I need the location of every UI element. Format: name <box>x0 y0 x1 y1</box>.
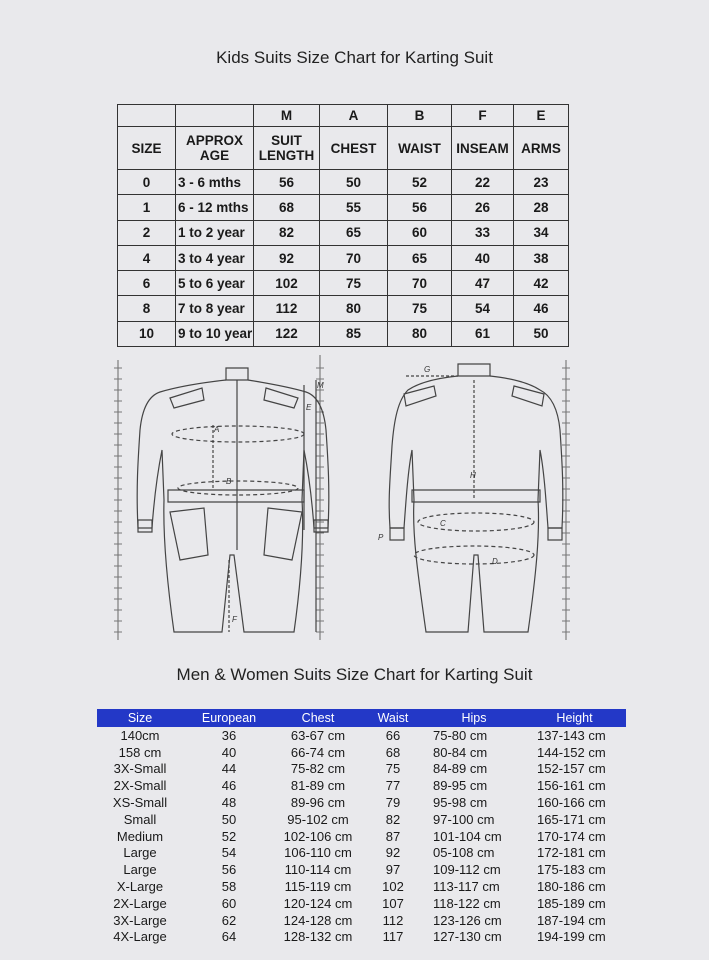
men-header-cell: Size <box>97 709 183 727</box>
kids-table-cell: 102 <box>254 271 320 296</box>
kids-table-row <box>118 170 569 195</box>
men-table-row <box>97 727 626 744</box>
label-d: D <box>492 557 498 566</box>
men-table-cell: 187-194 cm <box>537 912 606 928</box>
men-table-row <box>97 761 626 778</box>
men-header-cell: Hips <box>425 709 523 727</box>
kids-table-cell: 28 <box>514 195 569 220</box>
men-table-cell: 58 <box>221 879 237 895</box>
men-table-cell: 127-130 cm <box>433 929 502 945</box>
kids-header-cell <box>388 127 452 170</box>
kids-table-cell: 23 <box>514 170 569 195</box>
men-table-row <box>97 794 626 811</box>
men-table-row <box>97 878 626 895</box>
label-p: P <box>378 533 384 542</box>
men-table-cell: 89-96 cm <box>290 795 346 811</box>
men-table-cell: 97-100 cm <box>433 811 495 827</box>
kids-table-row <box>118 195 569 220</box>
men-table-cell: 79 <box>385 795 401 811</box>
men-table-cell: 165-171 cm <box>537 811 606 827</box>
kids-table-cell: 75 <box>320 271 388 296</box>
men-table-cell: 66-74 cm <box>290 744 346 760</box>
kids-table-cell: 60 <box>388 220 452 245</box>
kids-header-cell <box>254 127 320 170</box>
men-table-cell: 36 <box>221 727 237 743</box>
kids-table-cell: 122 <box>254 321 320 346</box>
kids-table-cell: 10 <box>118 321 176 346</box>
men-table-cell: 144-152 cm <box>537 744 606 760</box>
kids-header-cell <box>118 127 176 170</box>
kids-table-cell: 70 <box>388 271 452 296</box>
kids-table-cell: 92 <box>254 245 320 270</box>
kids-table-cell: 47 <box>452 271 514 296</box>
kids-table-cell: 5 to 6 year <box>176 271 254 296</box>
kids-table-cell: 3 - 6 mths <box>176 170 254 195</box>
kids-letter-cell: B <box>388 105 452 127</box>
kids-table-cell: 80 <box>320 296 388 321</box>
kids-table-cell: 1 <box>118 195 176 220</box>
kids-table-cell: 0 <box>118 170 176 195</box>
men-table-cell: 87 <box>385 828 401 844</box>
men-table-cell: 109-112 cm <box>433 862 501 878</box>
men-header-cell: Waist <box>361 709 425 727</box>
kids-table-cell: 8 <box>118 296 176 321</box>
kids-letter-cell: A <box>320 105 388 127</box>
kids-table-row <box>118 220 569 245</box>
kids-table-cell: 6 - 12 mths <box>176 195 254 220</box>
men-table-cell: 128-132 cm <box>283 929 353 945</box>
kids-header-line1: SUIT <box>271 133 302 148</box>
kids-header-line2: AGE <box>199 148 230 163</box>
label-m: M <box>317 381 324 390</box>
men-table-cell: 123-126 cm <box>433 912 502 928</box>
men-table-row <box>97 929 626 946</box>
men-table-cell: 152-157 cm <box>537 761 606 777</box>
kids-header-row <box>118 127 569 170</box>
kids-header-line2: LENGTH <box>258 148 315 163</box>
men-table-row <box>97 912 626 929</box>
men-table-row <box>97 895 626 912</box>
men-table-cell: XS-Small <box>112 795 168 811</box>
kids-table-cell: 38 <box>514 245 569 270</box>
kids-table-cell: 54 <box>452 296 514 321</box>
men-table-cell: 50 <box>221 811 237 827</box>
kids-table-cell: 82 <box>254 220 320 245</box>
men-table-cell: 40 <box>221 744 237 760</box>
men-table-cell: 113-117 cm <box>433 879 500 895</box>
men-table-cell: 185-189 cm <box>537 895 606 911</box>
men-table-cell: 137-143 cm <box>537 727 606 743</box>
men-table-cell: Small <box>123 811 157 827</box>
kids-table-cell: 2 <box>118 220 176 245</box>
kids-header-cell <box>514 127 569 170</box>
kids-table-cell: 61 <box>452 321 514 346</box>
label-g: G <box>424 365 431 374</box>
men-table-cell: 68 <box>385 744 401 760</box>
men-table-cell: 56 <box>221 862 237 878</box>
men-table-cell: 140cm <box>120 727 160 743</box>
kids-letter-cell: M <box>254 105 320 127</box>
men-table-cell: 120-124 cm <box>283 895 353 911</box>
kids-header-line1: INSEAM <box>456 140 509 156</box>
label-f: F <box>232 615 237 624</box>
men-table-cell: 75-80 cm <box>433 727 488 743</box>
kids-table-cell: 4 <box>118 245 176 270</box>
men-table-cell: 107 <box>382 895 404 911</box>
men-table-cell: 3X-Large <box>113 912 167 928</box>
men-table-cell: 2X-Large <box>113 895 167 911</box>
kids-chart-title: Kids Suits Size Chart for Karting Suit <box>216 48 493 67</box>
kids-header-line1: WAIST <box>398 140 441 156</box>
men-table-cell: 117 <box>382 929 404 945</box>
men-table-cell: 89-95 cm <box>433 778 488 794</box>
kids-table-cell: 1 to 2 year <box>176 220 254 245</box>
kids-letter-row <box>118 105 569 127</box>
men-women-chart-title: Men & Women Suits Size Chart for Karting Suit <box>176 665 533 684</box>
label-h: H <box>470 471 476 480</box>
men-table-cell: 170-174 cm <box>537 828 606 844</box>
men-table-cell: 180-186 cm <box>537 879 606 895</box>
men-table-cell: 102 <box>382 879 404 895</box>
kids-table-cell: 22 <box>452 170 514 195</box>
men-table-cell: 81-89 cm <box>290 778 346 794</box>
kids-table-cell: 52 <box>388 170 452 195</box>
kids-table-cell: 85 <box>320 321 388 346</box>
men-table-cell: 4X-Large <box>113 929 167 945</box>
kids-table-cell: 7 to 8 year <box>176 296 254 321</box>
men-table-cell: 80-84 cm <box>433 744 488 760</box>
men-table-cell: 82 <box>385 811 401 827</box>
men-table-row <box>97 845 626 862</box>
men-table-cell: 92 <box>385 845 401 861</box>
men-table-cell: 77 <box>385 778 401 794</box>
kids-table-cell: 34 <box>514 220 569 245</box>
men-table-cell: Large <box>123 862 157 878</box>
label-c: C <box>440 519 446 528</box>
men-header-cell: European <box>183 709 275 727</box>
kids-letter-cell: F <box>452 105 514 127</box>
men-table-row <box>97 744 626 761</box>
kids-letter-cell <box>118 105 176 127</box>
kids-table-cell: 46 <box>514 296 569 321</box>
kids-size-table <box>117 104 569 347</box>
men-table-cell: 46 <box>221 778 237 794</box>
men-table-row <box>97 811 626 828</box>
men-table-cell: 75 <box>385 761 401 777</box>
men-table-cell: 64 <box>221 929 237 945</box>
men-table-cell: 118-122 cm <box>433 895 501 911</box>
men-table-cell: 75-82 cm <box>290 761 346 777</box>
men-table-cell: 156-161 cm <box>537 778 606 794</box>
men-table-cell: 160-166 cm <box>537 795 606 811</box>
kids-header-line1: SIZE <box>131 140 162 156</box>
label-e: E <box>306 403 312 412</box>
men-table-cell: 124-128 cm <box>283 912 353 928</box>
men-table-cell: 95-98 cm <box>433 795 488 811</box>
men-table-cell: Large <box>123 845 157 861</box>
kids-table-cell: 40 <box>452 245 514 270</box>
men-table-cell: 84-89 cm <box>433 761 488 777</box>
kids-table-cell: 65 <box>388 245 452 270</box>
men-table-cell: 60 <box>221 895 237 911</box>
men-women-size-table <box>97 709 626 945</box>
kids-table-cell: 56 <box>254 170 320 195</box>
men-table-cell: 172-181 cm <box>537 845 606 861</box>
kids-letter-cell <box>176 105 254 127</box>
kids-table-cell: 50 <box>320 170 388 195</box>
men-table-cell: 2X-Small <box>113 778 167 794</box>
men-table-row <box>97 861 626 878</box>
men-table-row <box>97 828 626 845</box>
men-table-cell: 66 <box>385 727 401 743</box>
kids-header-line1: CHEST <box>330 140 377 156</box>
men-table-cell: Medium <box>116 828 164 844</box>
men-table-cell: 05-108 cm <box>433 845 495 861</box>
kids-header-cell <box>320 127 388 170</box>
men-table-cell: 106-110 cm <box>284 845 352 861</box>
suit-measurement-diagram <box>108 350 578 642</box>
men-header-cell: Height <box>523 709 626 727</box>
men-table-cell: 44 <box>221 761 237 777</box>
kids-table-row <box>118 296 569 321</box>
kids-header-cell <box>176 127 254 170</box>
kids-table-cell: 9 to 10 year <box>176 321 254 346</box>
men-table-cell: 52 <box>221 828 237 844</box>
kids-table-row <box>118 321 569 346</box>
men-table-cell: 3X-Small <box>113 761 167 777</box>
kids-table-cell: 75 <box>388 296 452 321</box>
kids-table-cell: 55 <box>320 195 388 220</box>
men-table-cell: 101-104 cm <box>433 828 502 844</box>
kids-header-line1: APPROX <box>185 133 243 148</box>
kids-header-cell <box>452 127 514 170</box>
men-table-cell: 110-114 cm <box>284 862 352 878</box>
label-b: B <box>226 477 232 486</box>
kids-table-row <box>118 245 569 270</box>
men-table-cell: 115-119 cm <box>284 879 352 895</box>
kids-table-cell: 50 <box>514 321 569 346</box>
men-table-cell: 48 <box>221 795 237 811</box>
kids-table-cell: 80 <box>388 321 452 346</box>
kids-table-cell: 70 <box>320 245 388 270</box>
kids-table-cell: 65 <box>320 220 388 245</box>
men-table-cell: 175-183 cm <box>537 862 606 878</box>
kids-table-cell: 42 <box>514 271 569 296</box>
kids-table-cell: 33 <box>452 220 514 245</box>
kids-letter-cell: E <box>514 105 569 127</box>
men-table-cell: 158 cm <box>118 744 162 760</box>
kids-table-cell: 56 <box>388 195 452 220</box>
label-a: A <box>214 425 220 434</box>
front-suit-outline <box>137 368 329 632</box>
men-table-row <box>97 777 626 794</box>
men-table-cell: 95-102 cm <box>287 811 349 827</box>
men-table-cell: 102-106 cm <box>283 828 353 844</box>
kids-table-cell: 112 <box>254 296 320 321</box>
kids-table-cell: 68 <box>254 195 320 220</box>
kids-table-cell: 3 to 4 year <box>176 245 254 270</box>
men-table-cell: 97 <box>385 862 401 878</box>
men-table-cell: 63-67 cm <box>290 727 346 743</box>
men-table-cell: X-Large <box>116 879 164 895</box>
men-table-cell: 194-199 cm <box>537 929 606 945</box>
back-suit-outline <box>389 364 563 632</box>
kids-table-cell: 26 <box>452 195 514 220</box>
men-table-cell: 62 <box>221 912 237 928</box>
men-table-cell: 54 <box>221 845 237 861</box>
men-header-cell: Chest <box>275 709 361 727</box>
kids-table-row <box>118 271 569 296</box>
men-table-cell: 112 <box>382 912 404 928</box>
kids-table-cell: 6 <box>118 271 176 296</box>
kids-header-line1: ARMS <box>521 140 561 156</box>
